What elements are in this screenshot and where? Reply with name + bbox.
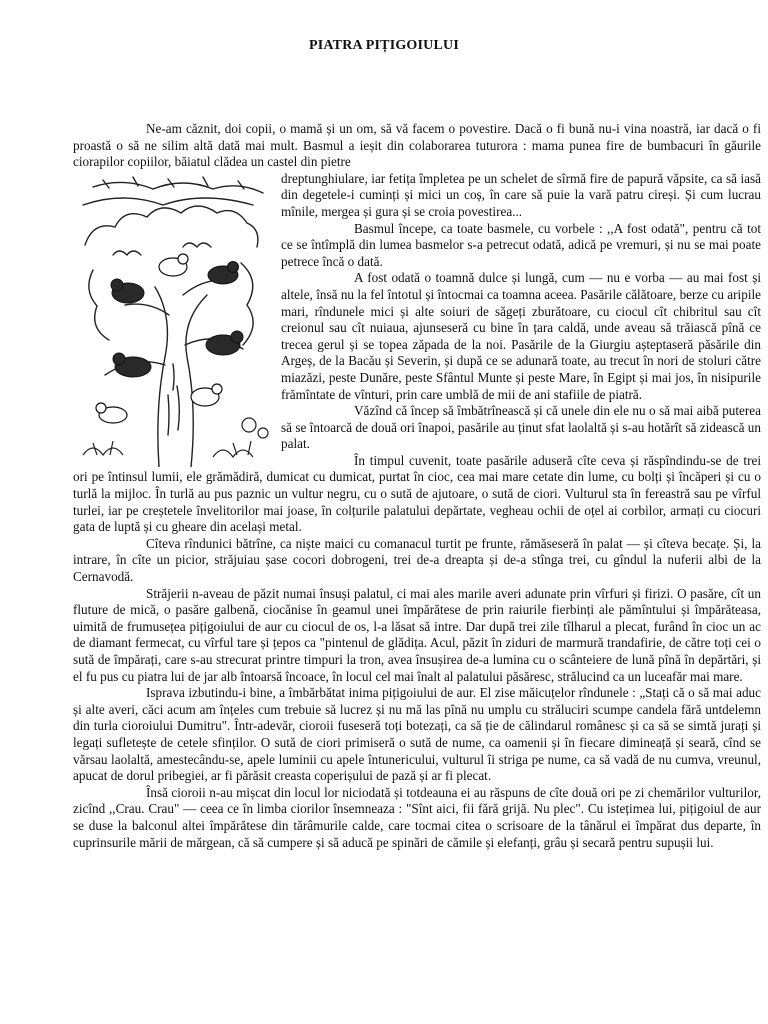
paragraph-4: Văzînd că încep să îmbătrînească și că unele din ele nu o să mai aibă puterea să se întoarcă de două ori înapoi, pasările au ținut sfat laolaltă și s-au hotărît să zidească un palat. [281,403,761,452]
paragraph-6: Cîteva rîndunici bătrîne, ca niște maici cu comanacul turtit pe frunte, rămăseseră în palat — și cîteva becațe. Și, la intrare, în cîte un picior, străjuiau șase cocori dobrogeni, trei de-a dreapta și de-a stînga trei, cu gîndul la nuferii albi de la Cernavodă. [73,535,761,585]
page-title: PIATRA PIȚIGOIULUI [309,38,459,53]
paragraph-1: Ne-am căznit, doi copii, o mamă și un om, să vă facem o povestire. Dacă o fi bună nu-i vina noastră, iar dacă o fi proastă o să ne silim altă dată mai mult. Basmul a ieșit din colaborarea tuturora : mama punea fire de bumbacuri în găurile ciorapilor copiilor, băiatul clădea un castel din pietre [73,121,761,170]
paragraph-1-continued: dreptunghiulare, iar fetița împletea pe un schelet de sîrmă fire de papură văpsite, ca să iasă din degetele-i cuminți și mici un coș, în care să puie la vară patru cireși. Și cum lucrau mînile, mergea și gura și se croia povestirea... [281,170,761,219]
paragraph-2: Basmul începe, ca toate basmele, cu vorbele : ,,A fost odată", pentru că tot ce se întîmplă din lumea basmelor s-a petrecut odată, adică pe vremuri, și nu se mai poate petrece încă o dată. [281,220,761,269]
story-text [73,121,761,851]
paragraph-3: A fost odată o toamnă dulce și lungă, cum — nu e vorba — au mai fost și altele, însă nu la fel întotul și întocmai ca toamna aceea. Pasările călătoare, berze cu aripile mari, rîndunele mici și alte soiuri de săgeți zburătoare, cu ciocul cît chibritul sau cît creionul sau cît nuiaua, ajunseseră cu bine în țara caldă, unde aveau să trăiască pînă ce trecea gerul și se topea zăpada de la noi. Pasările de la Giurgiu așteptaseră păsările din Argeș, de la Bacău și Severin, și după ce se adunară toate, au trecut în nori de stoluri către miazăzi, peste Dunăre, peste Sfântul Munte și peste Mare, în Egipt și mai jos, în nisipurile frămîntate de vînturi, prin care umblă de mii de ani stafiile de piatră. [281,270,761,402]
tree-drawing-icon [73,175,273,467]
paragraph-7: Străjerii n-aveau de păzit numai însuși palatul, ci mai ales marile averi adunate prin vîrfuri și firizi. O pasăre, cît un fluture de mică, o pasăre galbenă, ciocănise în geamul unei împărătese de prin raiurile fierbinți ale pămîntului și împărăteasa, uimită de frumusețea pițigoiului de aur cu ciocul de os, l-a lăsat să intre. Dar după trei zile tîlharul a plecat, furând în cioc un ac de diamant fermecat, cu vîrful tare și țepos ca "pintenul de glădița. Acul, păzit în ziduri de marmură trandafirie, de către toți cei o sută de împărați, care s-au strecurat printre timpuri la tron, avea însușirea de-a lumina cu o scânteiere de lună pînă în depărtări, și el fu pus cu piatra lui de jar alb întoarsă încoace, în locul cel mai înalt al palatului păsăresc, strălucind ca un luceafăr mai mare. [73,585,761,684]
paragraph-8: Isprava izbutindu-i bine, a îmbărbătat inima pițigoiului de aur. El zise măicuțelor rîndunele : „Stați că o să mai aduc și alte averi, căci acum am înțeles cum trebuie să lucrez și nu mă las pînă nu umplu cu străluciri scumpe candela fără untdelemn din turla cioroiului Dumitru". Într-adevăr, cioroii fuseseră toți botezați, ca să ție de călindarul românesc și ca să se simtă jurați și legați sufletește de cetele sfinților. O sută de ciori primiseră o sută de nume, ca oamenii și în fiecare dimineață și seară, cînd se vărsau laolaltă, amestecându-se, apele luminii cu apele întunericului, vulturul îi striga pe nume, ca să vadă de nu cumva, vreunul, apucat de dorul pribegiei, ar fi părăsit creasta coperișului de pază și ar fi plecat. [73,685,761,784]
birds-in-tree-illustration [73,175,273,467]
paragraph-9: Însă cioroii n-au mișcat din locul lor niciodată și totdeauna ei au răspuns de cîte două ori pe zi chemărilor vulturilor, zicînd ,,Crau. Crau" — ceea ce în limba ciorilor însemneaza : "Sînt aici, fii fără grijă. Nu plec". Cu istețimea lui, pițigoiul de aur se duse la balconul altei împărătese din tărâmurile calde, care tocmai citea o scrisoare de la tânărul ei împărat dus departe, în cuprinsurile mării de mărgean, că să cumpere și să aducă pe spinări de cămile și elefanți, grâu și secară pentru supușii lui. [73,784,761,850]
paragraph-5: În timpul cuvenit, toate pasările aduseră cîte ceva și răspîndindu-se de trei ori pe întinsul lumii, ele grămădiră, dumicat cu dumicat, purtat în cioc, cea mai mare cetate din lume, cu bolți și încăperi și cu o turlă la mijloc. În turlă au pus paznic un vultur negru, cu o sută de ajutoare, o sută de ciori. Vulturul sta în fereastră sau pe vîrful turlei, iar pe creștetele învelitorilor mai joase, în colțurile palatului depărtate, vegheau ochii de oțel ai corbilor, armați cu ciocuri gata de luptă și cu gheare din același metal. [73,452,761,535]
